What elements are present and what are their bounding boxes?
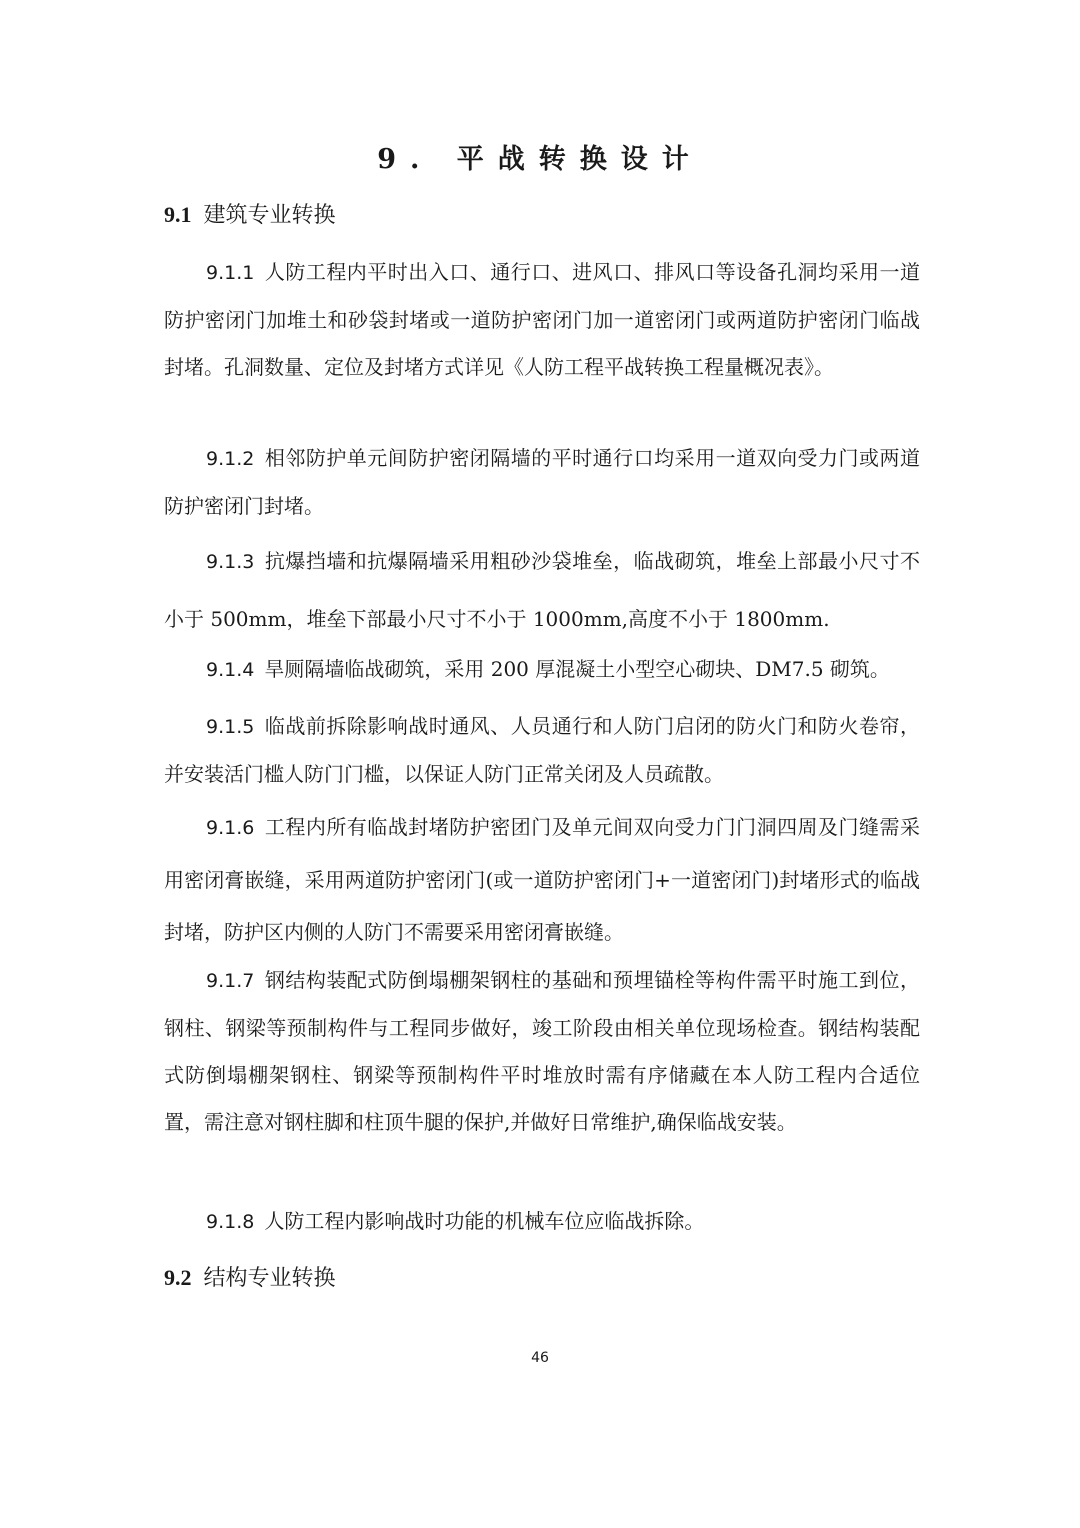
clause-number: 9.1.7 <box>206 970 255 992</box>
clause-9-1-2 <box>164 435 920 530</box>
clause-9-1-1 <box>164 249 920 391</box>
clause-number: 9.1.4 <box>206 659 255 681</box>
section-heading-9-1 <box>164 199 336 232</box>
clause-9-1-4 <box>164 646 920 694</box>
clause-text: 抗爆挡墙和抗爆隔墙采用粗砂沙袋堆垒，临战砌筑，堆垒上部最小尺寸不小于 500mm，堆垒下部最小尺寸不小于 1000mm,高度不小于 1800mm. <box>164 549 920 631</box>
clause-text: 人防工程内影响战时功能的机械车位应临战拆除。 <box>264 1209 705 1233</box>
clause-number: 9.1.5 <box>206 716 255 738</box>
section-title: 建筑专业转换 <box>203 203 336 228</box>
chapter-title: 9. 平战转换设计 <box>377 144 703 175</box>
clause-9-1-5 <box>164 703 920 798</box>
clause-number: 9.1.6 <box>206 817 255 839</box>
clause-number: 9.1.8 <box>206 1211 255 1233</box>
clause-9-1-8 <box>164 1198 920 1246</box>
clause-text: 钢结构装配式防倒塌棚架钢柱的基础和预埋锚栓等构件需平时施工到位，钢柱、钢梁等预制构件与工程同步做好，竣工阶段由相关单位现场检查。钢结构装配式防倒塌棚架钢柱、钢梁等预制构件平时堆放时需有序储藏在本人防工程内合适位置，需注意对钢柱脚和柱顶牛腿的保护,并做好日常维护,确保临战安装。 <box>164 968 920 1134</box>
clause-text: 临战前拆除影响战时通风、人员通行和人防门启闭的防火门和防火卷帘，并安装活门槛人防门门槛，以保证人防门正常关闭及人员疏散。 <box>164 714 920 786</box>
clause-text: 人防工程内平时出入口、通行口、进风口、排风口等设备孔洞均采用一道防护密闭门加堆土和砂袋封堵或一道防护密闭门加一道密闭门或两道防护密闭门临战封堵。孔洞数量、定位及封堵方式详见《人防工程平战转换工程量概况表》。 <box>164 260 920 379</box>
clause-9-1-3 <box>164 533 920 648</box>
clause-9-1-6 <box>164 801 920 958</box>
clause-text: 旱厕隔墙临战砌筑，采用 200 厚混凝土小型空心砌块、DM7.5 砌筑。 <box>264 657 890 681</box>
section-number: 9.2 <box>164 1265 192 1290</box>
clause-number: 9.1.3 <box>206 551 255 573</box>
clause-text: 相邻防护单元间防护密闭隔墙的平时通行口均采用一道双向受力门或两道防护密闭门封堵。 <box>164 446 920 518</box>
clause-9-1-7 <box>164 957 920 1146</box>
clause-number: 9.1.1 <box>206 262 255 284</box>
page-number: 46 <box>531 1350 549 1366</box>
section-title: 结构专业转换 <box>203 1266 336 1291</box>
clause-text: 工程内所有临战封堵防护密团门及单元间双向受力门门洞四周及门缝需采用密闭膏嵌缝，采用两道防护密闭门(或一道防护密闭门+一道密闭门)封堵形式的临战封堵，防护区内侧的人防门不需要采用密闭膏嵌缝。 <box>164 815 920 944</box>
section-heading-9-2 <box>164 1262 336 1295</box>
section-number: 9.1 <box>164 202 192 227</box>
clause-number: 9.1.2 <box>206 448 255 470</box>
